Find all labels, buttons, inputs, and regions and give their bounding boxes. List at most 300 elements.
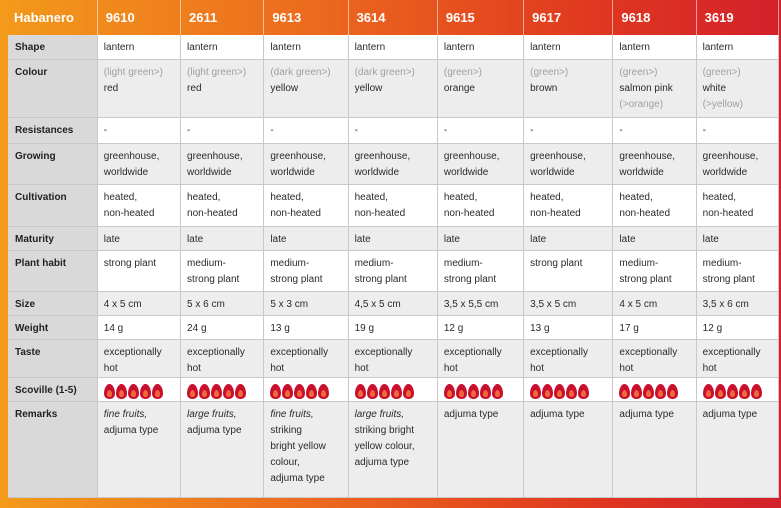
table-cell: [524, 291, 613, 315]
cell-text: -: [187, 124, 191, 136]
table-cell: [181, 117, 264, 143]
flame-icon: [367, 384, 378, 399]
cell-text: strong plant: [354, 273, 407, 285]
table-cell: [437, 315, 523, 339]
table-row: [8, 59, 779, 117]
table-cell: [181, 250, 264, 291]
cell-text: 5 x 3 cm: [270, 298, 309, 310]
scoville-rating: [703, 383, 774, 399]
table-cell: [437, 339, 523, 377]
cell-text: medium-: [187, 257, 226, 269]
table-cell: [437, 401, 523, 497]
cell-text: yellow colour,: [354, 440, 415, 452]
table-cell: [613, 143, 696, 184]
table-cell: [437, 59, 523, 117]
table-row: [8, 117, 779, 143]
table-cell: [524, 315, 613, 339]
cell-text: worldwide: [702, 166, 748, 178]
table-cell: [613, 377, 696, 401]
table-cell: [348, 401, 437, 497]
table-cell: [181, 377, 264, 401]
flame-icon: [199, 384, 210, 399]
cell-text: 13 g: [270, 322, 290, 334]
flame-icon: [578, 384, 589, 399]
table-cell: [524, 143, 613, 184]
cell-text: adjuma type: [702, 408, 758, 420]
cell-text: exceptionally: [103, 346, 162, 358]
table-cell: [696, 143, 778, 184]
table-cell: [97, 250, 180, 291]
cell-text: non-heated: [187, 207, 238, 219]
flame-icon: [104, 384, 115, 399]
cell-text: worldwide: [443, 166, 489, 178]
colour-note: (light green>): [103, 66, 163, 78]
flame-icon: [379, 384, 390, 399]
cell-text: hot: [702, 362, 717, 374]
cell-text: worldwide: [530, 166, 575, 178]
scoville-rating: [619, 383, 691, 399]
cell-text: late: [702, 233, 719, 245]
cell-text: greenhouse,: [187, 150, 243, 162]
cell-text: 5 x 6 cm: [187, 298, 225, 310]
row-label: Weight: [8, 315, 97, 339]
table-cell: [348, 35, 437, 59]
scoville-rating: [104, 383, 176, 399]
row-label: Colour: [8, 59, 97, 117]
row-label: Size: [8, 291, 97, 315]
table-cell: [696, 291, 778, 315]
colour-note: (light green>): [187, 66, 247, 78]
table-cell: [437, 117, 523, 143]
colour-note: (dark green>): [354, 66, 415, 78]
flame-icon: [223, 384, 234, 399]
table-cell: [613, 315, 696, 339]
table-cell: [437, 250, 523, 291]
table-cell: [264, 315, 348, 339]
cell-text: 12 g: [443, 322, 464, 334]
cell-text: greenhouse,: [270, 150, 326, 162]
flame-icon: [542, 384, 553, 399]
cell-text: strong plant: [530, 257, 583, 269]
table-cell: [181, 315, 264, 339]
table-row: [8, 377, 779, 401]
flame-icon: [703, 384, 714, 399]
colour-note: (>yellow): [702, 98, 743, 110]
table-cell: [264, 35, 348, 59]
cell-emphasis-text: fine fruits,: [103, 408, 148, 420]
table-cell: [696, 401, 778, 497]
table-row: [8, 226, 779, 250]
cell-text: medium-: [619, 257, 659, 269]
flame-icon: [306, 384, 317, 399]
variety-table: [8, 0, 779, 498]
cell-text: medium-: [702, 257, 742, 269]
cell-text: exceptionally: [443, 346, 502, 358]
cell-text: 14 g: [103, 322, 124, 334]
cell-text: late: [103, 233, 120, 245]
row-label: Cultivation: [8, 184, 97, 226]
cell-text: greenhouse,: [354, 150, 411, 162]
cell-text: adjuma type: [187, 424, 242, 436]
colour-note: (>orange): [619, 98, 664, 110]
flame-icon: [152, 384, 163, 399]
cell-text: -: [270, 124, 274, 136]
flame-icon: [403, 384, 414, 399]
table-cell: [696, 250, 778, 291]
table-cell: [348, 377, 437, 401]
table-cell: [97, 401, 180, 497]
colour-note: (dark green>): [270, 66, 331, 78]
cell-text: medium-: [270, 257, 310, 269]
cell-text: late: [187, 233, 204, 245]
colour-note: (green>): [530, 66, 569, 78]
table-cell: [696, 184, 778, 226]
cell-text: lantern: [103, 42, 135, 53]
cell-text: 17 g: [619, 322, 639, 334]
cell-text: lantern: [530, 42, 561, 53]
table-cell: [696, 59, 778, 117]
cell-text: yellow: [354, 82, 383, 94]
cell-text: greenhouse,: [619, 150, 676, 162]
cell-text: exceptionally: [354, 346, 413, 358]
cell-text: medium-: [354, 257, 394, 269]
table-row: [8, 250, 779, 291]
table-cell: [613, 291, 696, 315]
flame-icon: [282, 384, 293, 399]
cell-text: heated,: [530, 191, 564, 203]
table-cell: [437, 184, 523, 226]
table-cell: [264, 184, 348, 226]
flame-icon: [655, 384, 666, 399]
cell-text: exceptionally: [270, 346, 329, 358]
cell-text: 3,5 x 5 cm: [530, 298, 577, 310]
cell-text: hot: [619, 362, 634, 374]
table-cell: [696, 35, 778, 59]
cell-text: lantern: [354, 42, 386, 53]
scoville-rating: [355, 383, 433, 399]
cell-text: non-heated: [103, 207, 155, 219]
variety-header: 9615: [437, 0, 523, 35]
table-cell: [437, 226, 523, 250]
flame-icon: [480, 384, 491, 399]
variety-header: 9618: [613, 0, 696, 35]
table-cell: [264, 339, 348, 377]
table-cell: [696, 339, 778, 377]
cell-text: strong plant: [270, 273, 323, 285]
table-cell: [696, 226, 778, 250]
flame-icon: [270, 384, 281, 399]
flame-icon: [444, 384, 455, 399]
cell-text: adjuma type: [103, 424, 159, 436]
cell-text: greenhouse,: [530, 150, 586, 162]
cell-text: greenhouse,: [443, 150, 500, 162]
scoville-rating: [530, 383, 608, 399]
flame-icon: [140, 384, 151, 399]
flame-icon: [235, 384, 246, 399]
cell-text: 24 g: [187, 322, 207, 334]
variety-header: 3619: [696, 0, 778, 35]
table-cell: [524, 377, 613, 401]
table-cell: [437, 291, 523, 315]
table-cell: [181, 35, 264, 59]
table-cell: [613, 226, 696, 250]
cell-text: striking: [270, 424, 302, 436]
flame-icon: [355, 384, 366, 399]
flame-icon: [751, 384, 762, 399]
cell-text: lantern: [619, 42, 650, 53]
row-label: Plant habit: [8, 250, 97, 291]
cell-text: adjuma type: [270, 472, 325, 484]
cell-text: hot: [103, 362, 118, 374]
cell-text: brown: [530, 82, 558, 94]
cell-text: heated,: [270, 191, 304, 203]
row-label: Remarks: [8, 401, 97, 497]
cell-text: non-heated: [443, 207, 495, 219]
table-cell: [524, 117, 613, 143]
flame-icon: [187, 384, 198, 399]
table-row: [8, 35, 779, 59]
cell-text: heated,: [702, 191, 737, 203]
cell-text: greenhouse,: [103, 150, 160, 162]
cell-text: late: [530, 233, 547, 245]
cell-text: strong plant: [103, 257, 157, 269]
cell-text: strong plant: [187, 273, 240, 285]
table-cell: [97, 315, 180, 339]
flame-icon: [468, 384, 479, 399]
table-cell: [348, 339, 437, 377]
cell-text: -: [443, 124, 448, 136]
variety-header: 2611: [181, 0, 264, 35]
cell-text: salmon pink: [619, 82, 673, 94]
cell-text: strong plant: [702, 273, 755, 285]
table-cell: [524, 35, 613, 59]
cell-text: hot: [530, 362, 545, 374]
table-cell: [524, 401, 613, 497]
cell-text: worldwide: [619, 166, 664, 178]
cell-text: lantern: [270, 42, 301, 53]
cell-emphasis-text: large fruits,: [354, 408, 405, 420]
cell-text: late: [619, 233, 636, 245]
table-cell: [264, 291, 348, 315]
cell-text: exceptionally: [187, 346, 245, 358]
cell-text: hot: [354, 362, 369, 374]
cell-text: non-heated: [702, 207, 754, 219]
table-cell: [696, 377, 778, 401]
cell-text: 13 g: [530, 322, 550, 334]
cell-text: -: [103, 124, 108, 136]
cell-text: -: [354, 124, 358, 136]
table-cell: [613, 401, 696, 497]
cell-text: hot: [443, 362, 458, 374]
flame-icon: [739, 384, 750, 399]
table-cell: [524, 339, 613, 377]
cell-text: striking bright: [354, 424, 415, 436]
cell-text: adjuma type: [619, 408, 674, 420]
table-cell: [437, 143, 523, 184]
variety-header: 9610: [97, 0, 180, 35]
table-row: [8, 401, 779, 497]
table-cell: [613, 59, 696, 117]
cell-text: red: [187, 82, 202, 94]
flame-icon: [566, 384, 577, 399]
variety-header: 9613: [264, 0, 348, 35]
cell-text: orange: [443, 82, 475, 94]
row-label: Scoville (1-5): [8, 377, 97, 401]
table-cell: [264, 401, 348, 497]
flame-icon: [318, 384, 329, 399]
table-cell: [524, 250, 613, 291]
cell-text: heated,: [443, 191, 478, 203]
table-cell: [348, 315, 437, 339]
row-label: Growing: [8, 143, 97, 184]
table-cell: [181, 143, 264, 184]
table-cell: [181, 184, 264, 226]
table-cell: [613, 250, 696, 291]
table-cell: [524, 59, 613, 117]
colour-note: (green>): [619, 66, 658, 78]
cell-text: exceptionally: [702, 346, 761, 358]
cell-text: yellow: [270, 82, 299, 94]
cell-text: -: [702, 124, 707, 136]
cell-text: medium-: [443, 257, 483, 269]
table-cell: [181, 291, 264, 315]
scoville-rating: [444, 383, 519, 399]
cell-text: 19 g: [354, 322, 375, 334]
cell-text: greenhouse,: [702, 150, 759, 162]
header-row: [8, 0, 779, 35]
flame-icon: [116, 384, 127, 399]
table-cell: [181, 339, 264, 377]
cell-text: colour,: [270, 456, 300, 468]
table-cell: [613, 339, 696, 377]
table-cell: [613, 35, 696, 59]
table-row: [8, 339, 779, 377]
cell-text: 4 x 5 cm: [619, 298, 658, 310]
table-cell: [264, 226, 348, 250]
flame-icon: [211, 384, 222, 399]
table-cell: [97, 291, 180, 315]
cell-text: 4,5 x 5 cm: [354, 298, 401, 310]
table-cell: [348, 143, 437, 184]
colour-note: (green>): [443, 66, 482, 78]
flame-icon: [492, 384, 503, 399]
table-cell: [696, 315, 778, 339]
cell-text: exceptionally: [530, 346, 588, 358]
cell-text: hot: [187, 362, 201, 374]
table-cell: [97, 377, 180, 401]
table-cell: [348, 184, 437, 226]
cell-emphasis-text: large fruits,: [187, 408, 237, 420]
table-cell: [264, 59, 348, 117]
table-cell: [97, 143, 180, 184]
flame-icon: [128, 384, 139, 399]
cell-text: lantern: [702, 42, 734, 53]
cell-text: worldwide: [354, 166, 400, 178]
cell-text: late: [443, 233, 460, 245]
row-label: Shape: [8, 35, 97, 59]
table-cell: [348, 59, 437, 117]
cell-text: bright yellow: [270, 440, 326, 452]
cell-text: non-heated: [619, 207, 671, 219]
flame-icon: [391, 384, 402, 399]
cell-text: heated,: [354, 191, 388, 203]
cell-text: non-heated: [354, 207, 406, 219]
cell-text: heated,: [187, 191, 221, 203]
row-label: Resistances: [8, 117, 97, 143]
table-cell: [437, 35, 523, 59]
cell-text: 3,5 x 6 cm: [702, 298, 749, 310]
cell-text: white: [702, 82, 727, 94]
cell-text: lantern: [187, 42, 218, 53]
flame-icon: [667, 384, 678, 399]
table-cell: [524, 226, 613, 250]
cell-text: worldwide: [270, 166, 315, 178]
flame-icon: [554, 384, 565, 399]
cell-text: -: [619, 124, 623, 136]
table-cell: [348, 250, 437, 291]
flame-icon: [619, 384, 630, 399]
flame-icon: [294, 384, 305, 399]
table-row: [8, 143, 779, 184]
cell-text: adjuma type: [354, 456, 410, 468]
cell-text: red: [103, 82, 119, 94]
cell-emphasis-text: fine fruits,: [270, 408, 314, 420]
table-cell: [97, 59, 180, 117]
cell-text: adjuma type: [530, 408, 585, 420]
table-row: [8, 291, 779, 315]
table-cell: [97, 35, 180, 59]
cell-text: 4 x 5 cm: [103, 298, 142, 310]
cell-text: worldwide: [187, 166, 232, 178]
row-label: Taste: [8, 339, 97, 377]
row-label: Maturity: [8, 226, 97, 250]
table-cell: [97, 339, 180, 377]
colour-note: (green>): [702, 66, 741, 78]
table-cell: [348, 226, 437, 250]
cell-text: heated,: [619, 191, 653, 203]
variety-header: 3614: [348, 0, 437, 35]
scoville-rating: [270, 383, 343, 399]
cell-text: hot: [270, 362, 285, 374]
cell-text: late: [270, 233, 287, 245]
table-cell: [97, 184, 180, 226]
table-cell: [97, 226, 180, 250]
table-cell: [524, 184, 613, 226]
cell-text: 3,5 x 5,5 cm: [443, 298, 499, 310]
table-cell: [613, 117, 696, 143]
table-cell: [264, 143, 348, 184]
table-cell: [181, 226, 264, 250]
table-cell: [97, 117, 180, 143]
cell-text: heated,: [103, 191, 138, 203]
cell-text: strong plant: [443, 273, 497, 285]
table-cell: [181, 59, 264, 117]
table-cell: [264, 377, 348, 401]
scoville-rating: [187, 383, 259, 399]
cell-text: 12 g: [702, 322, 723, 334]
table-title: Habanero: [8, 0, 97, 35]
flame-icon: [643, 384, 654, 399]
table-cell: [348, 291, 437, 315]
cell-text: worldwide: [103, 166, 149, 178]
table-cell: [437, 377, 523, 401]
table-cell: [348, 117, 437, 143]
cell-text: strong plant: [619, 273, 672, 285]
flame-icon: [530, 384, 541, 399]
cell-text: late: [354, 233, 371, 245]
flame-icon: [715, 384, 726, 399]
variety-header: 9617: [524, 0, 613, 35]
